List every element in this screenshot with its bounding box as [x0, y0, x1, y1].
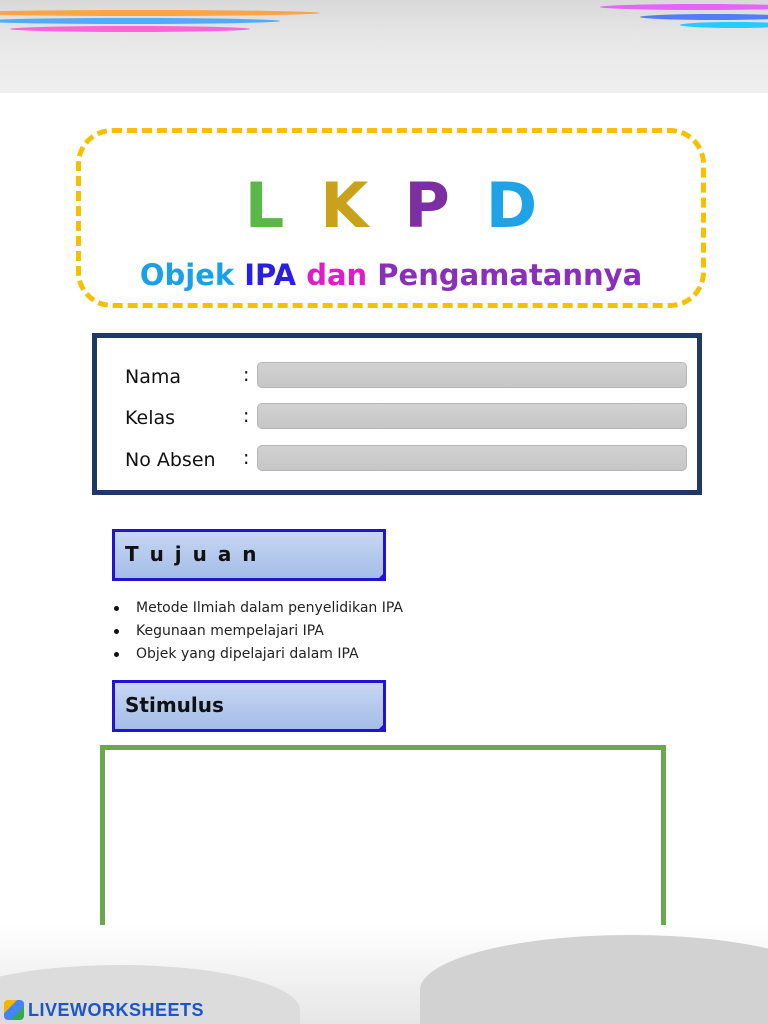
- subtitle-part: Pengamatannya: [377, 258, 643, 292]
- hill-shape: [420, 935, 768, 1024]
- name-input[interactable]: [257, 362, 687, 388]
- title-letter: K: [320, 169, 405, 242]
- subtitle-part: dan: [306, 258, 378, 292]
- title-letter: L: [244, 169, 321, 242]
- name-row: [125, 362, 685, 390]
- list-item: Metode Ilmiah dalam penyelidikan IPA: [112, 597, 403, 620]
- identity-box: [92, 333, 702, 495]
- subtitle-part: IPA: [244, 258, 307, 292]
- title-letter: P: [404, 169, 486, 242]
- stimulus-box: [100, 745, 666, 934]
- tab-fold: [376, 722, 386, 732]
- subtitle-part: Objek: [139, 258, 245, 292]
- tujuan-title: T u j u a n: [125, 542, 259, 566]
- stimulus-title: Stimulus: [125, 693, 224, 717]
- class-input[interactable]: [257, 403, 687, 429]
- banner-streak: [680, 22, 768, 28]
- lkpd-title: [81, 169, 701, 242]
- class-colon: :: [243, 405, 250, 427]
- absen-input[interactable]: [257, 445, 687, 471]
- tujuan-list: [112, 597, 403, 666]
- class-label: Kelas: [125, 407, 176, 429]
- logo-mark-icon: [4, 1000, 24, 1020]
- class-row: [125, 403, 685, 431]
- banner-streak: [10, 26, 250, 32]
- banner-streak: [0, 10, 320, 16]
- absen-label: No Absen: [125, 449, 216, 471]
- absen-row: [125, 445, 685, 473]
- list-item: Kegunaan mempelajari IPA: [112, 620, 403, 643]
- list-item: Objek yang dipelajari dalam IPA: [112, 643, 403, 666]
- tujuan-tab: [112, 529, 386, 581]
- worksheet-subtitle: [81, 258, 701, 292]
- title-letter: D: [485, 169, 538, 242]
- stimulus-tab: [112, 680, 386, 732]
- absen-colon: :: [243, 447, 250, 469]
- logo-text: LIVEWORKSHEETS: [28, 999, 205, 1020]
- banner-streak: [600, 4, 768, 10]
- banner-streak: [0, 18, 280, 24]
- liveworksheets-logo[interactable]: [4, 998, 204, 1022]
- title-box: [76, 128, 706, 308]
- name-colon: :: [243, 364, 250, 386]
- name-label: Nama: [125, 366, 182, 388]
- banner-streak: [640, 14, 768, 20]
- tab-fold: [376, 571, 386, 581]
- header-banner: [0, 0, 768, 93]
